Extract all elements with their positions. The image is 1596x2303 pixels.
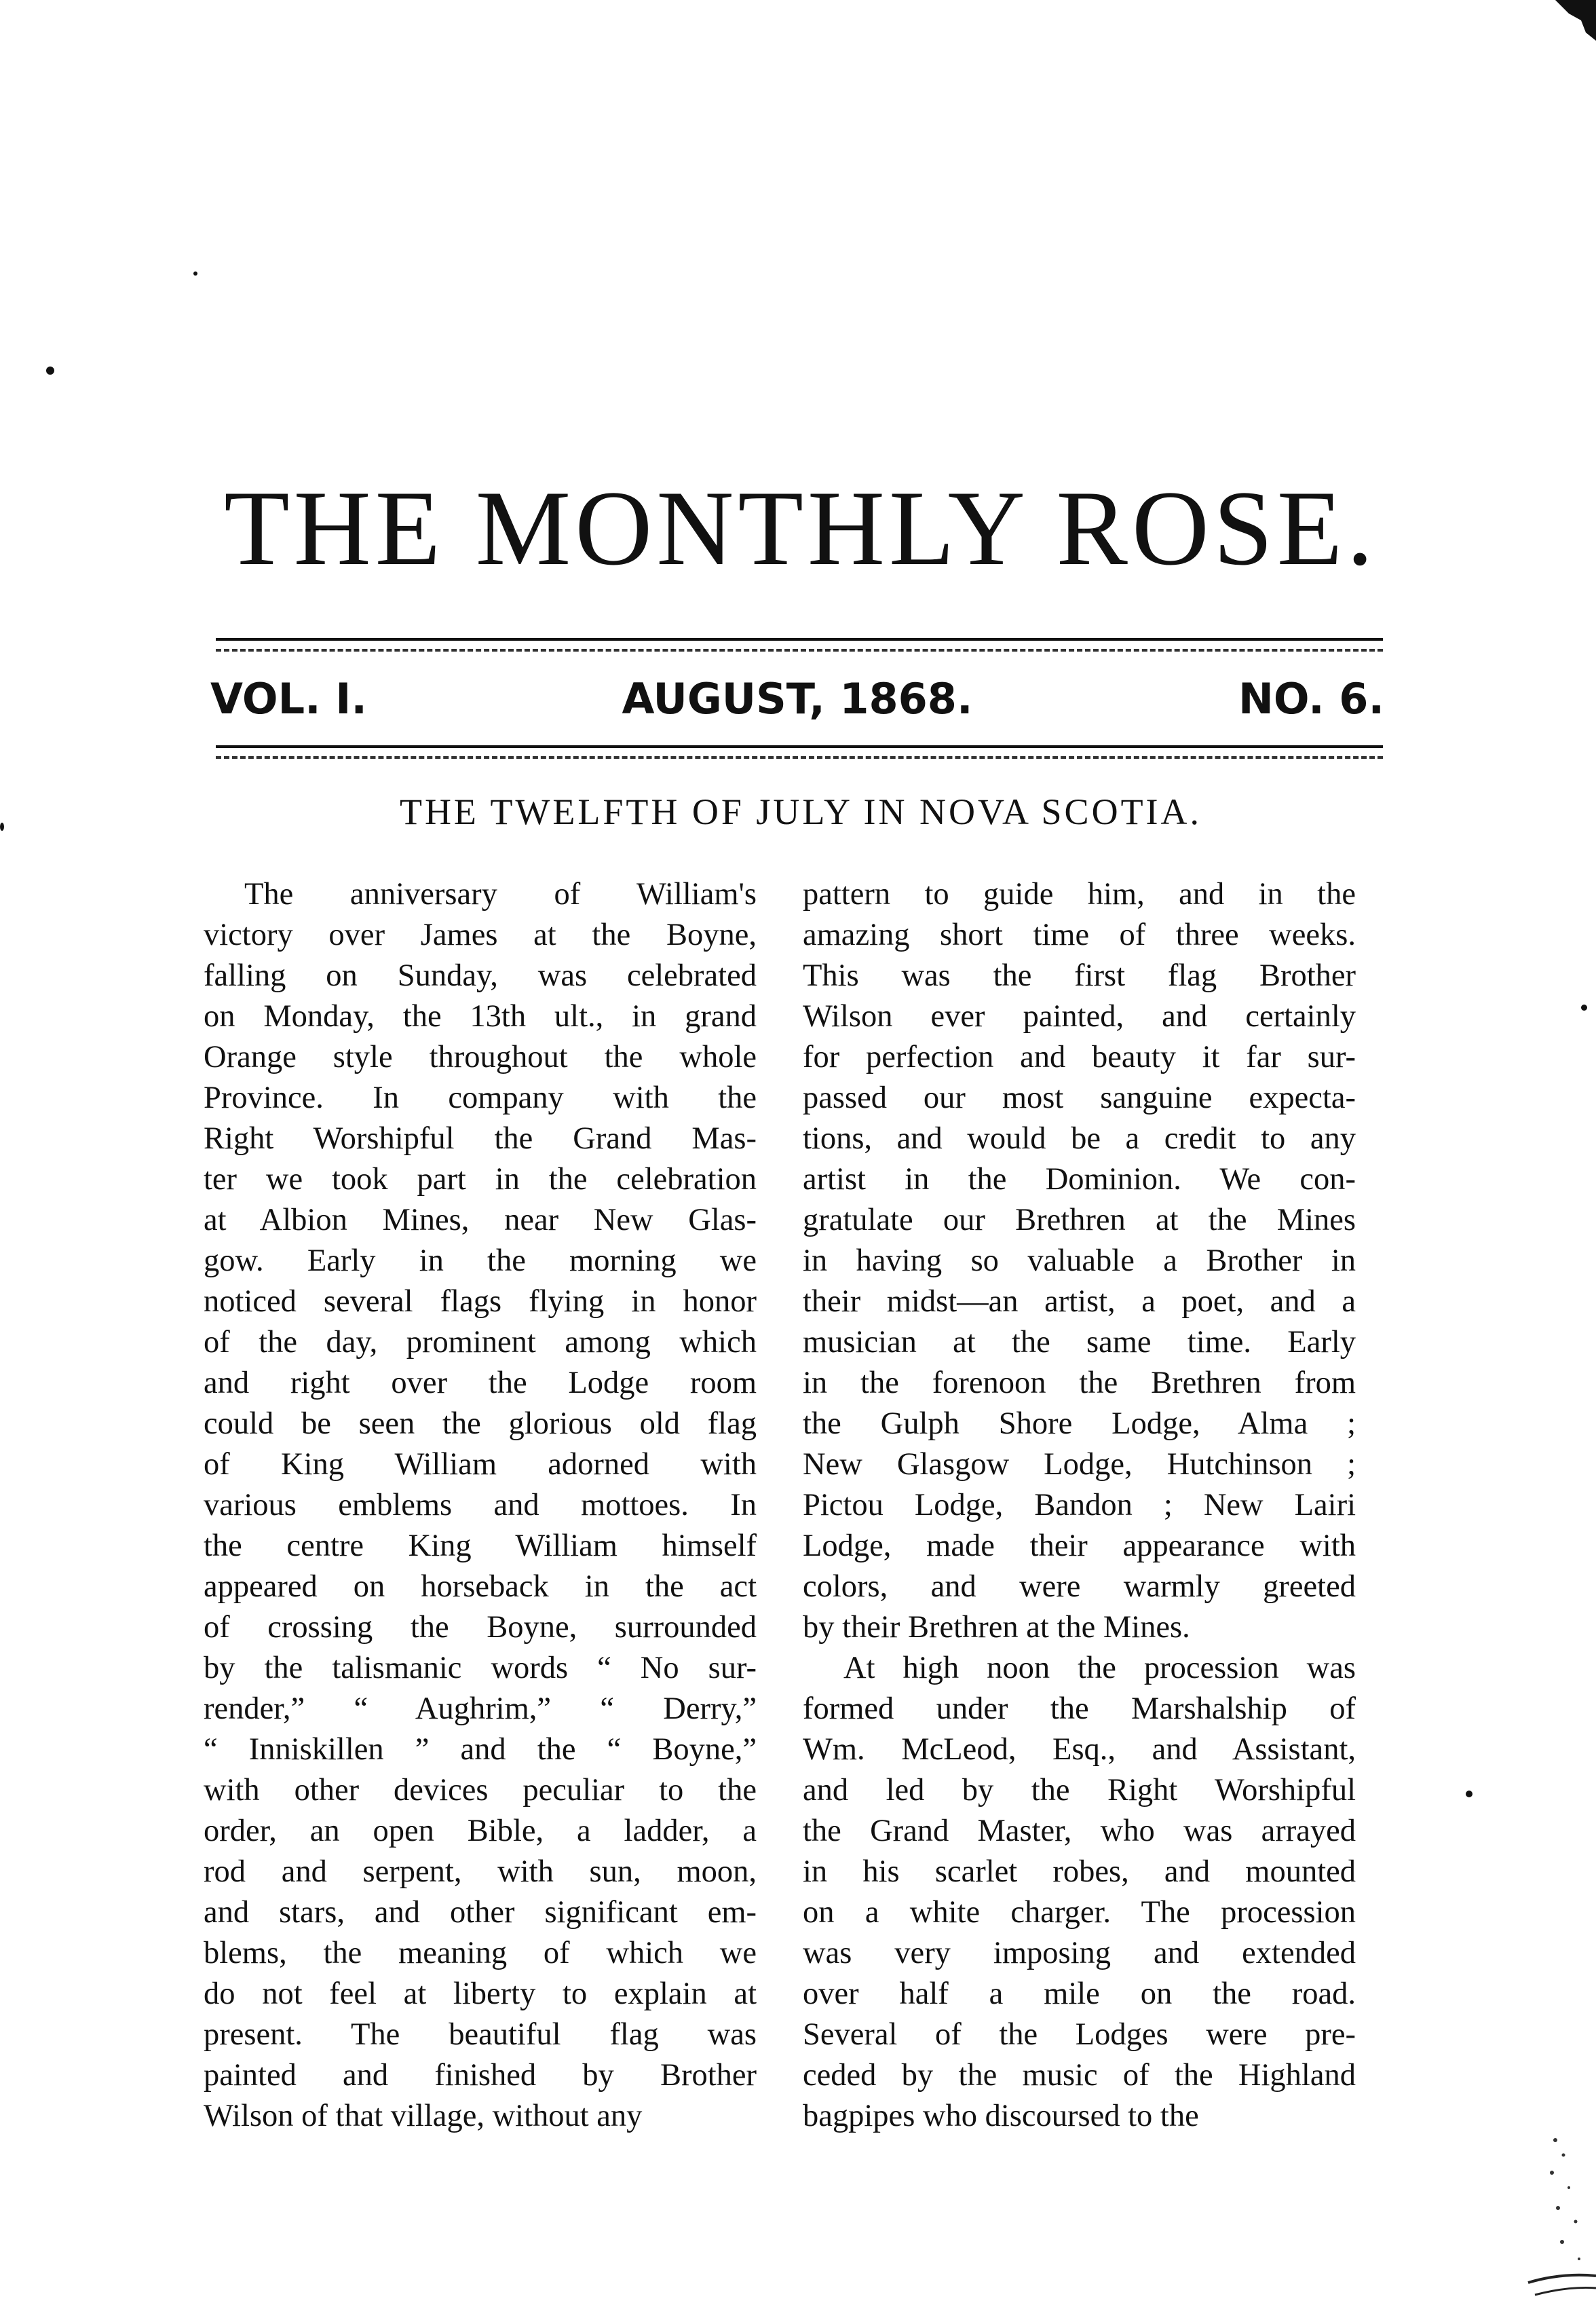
article-text-line: Pictou Lodge, Bandon ; New Lairi — [803, 1488, 1356, 1522]
article-text-line: victory over James at the Boyne, — [204, 918, 757, 952]
article-text-line: the Grand Master, who was arrayed — [803, 1814, 1356, 1848]
article-text-line: and led by the Right Worshipful — [803, 1773, 1356, 1808]
article-text-line: was very imposing and extended — [803, 1936, 1356, 1970]
article-text-line: Right Worshipful the Grand Mas- — [204, 1121, 757, 1156]
article-text-line: Wilson of that village, without any — [204, 2099, 643, 2133]
article-text-line: in having so valuable a Brother in — [803, 1243, 1356, 1278]
masthead-title: THE MONTHLY ROSE. — [224, 469, 1378, 588]
article-text-line: Lodge, made their appearance with — [803, 1529, 1356, 1563]
article-text-line: At high noon the procession was — [843, 1651, 1356, 1685]
article-text-line: pattern to guide him, and in the — [803, 877, 1356, 912]
article-text-line: by their Brethren at the Mines. — [803, 1610, 1190, 1645]
article-column-left — [204, 874, 757, 2137]
article-text-line: of King William adorned with — [204, 1447, 757, 1482]
article-text-line: over half a mile on the road. — [803, 1977, 1356, 2011]
article-text-line: amazing short time of three weeks. — [803, 918, 1356, 952]
article-text-line: on a white charger. The procession — [803, 1895, 1356, 1930]
article-text-line: do not feel at liberty to explain at — [204, 1977, 757, 2011]
article-text-line: the centre King William himself — [204, 1529, 757, 1563]
article-text-line: with other devices peculiar to the — [204, 1773, 757, 1808]
article-text-line: in his scarlet robes, and mounted — [803, 1854, 1356, 1889]
article-text-line: and stars, and other significant em- — [204, 1895, 757, 1930]
issue-line — [210, 669, 1384, 730]
article-column-right — [803, 874, 1356, 2137]
article-text-line: appeared on horseback in the act — [204, 1569, 757, 1604]
article-text-line: ceded by the music of the Highland — [803, 2058, 1356, 2093]
article-text-line: the Gulph Shore Lodge, Alma ; — [803, 1406, 1356, 1441]
article-text-line: by the talismanic words “ No sur- — [204, 1651, 757, 1685]
article-text-line: their midst—an artist, a poet, and a — [803, 1284, 1356, 1319]
article-text-line: blems, the meaning of which we — [204, 1936, 757, 1970]
article-text-line: various emblems and mottoes. In — [204, 1488, 757, 1522]
scan-speck — [1466, 1791, 1472, 1797]
issue-rule-bottom-dashed — [216, 756, 1383, 759]
scan-speck — [193, 272, 197, 276]
article-text-line: artist in the Dominion. We con- — [803, 1162, 1356, 1197]
article-text-line: at Albion Mines, near New Glas- — [204, 1203, 757, 1237]
article-text-line: gow. Early in the morning we — [204, 1243, 757, 1278]
article-title: THE TWELFTH OF JULY IN NOVA SCOTIA. — [399, 791, 1202, 832]
masthead-rule-top-dashed — [216, 649, 1383, 652]
masthead-rule-top — [216, 638, 1383, 641]
article-text-line: Orange style throughout the whole — [204, 1040, 757, 1074]
article-text-line: of crossing the Boyne, surrounded — [204, 1610, 757, 1645]
article-text-line: bagpipes who discoursed to the — [803, 2099, 1199, 2133]
article-text-line: render,” “ Aughrim,” “ Derry,” — [204, 1691, 757, 1726]
article-text-line: for perfection and beauty it far sur- — [803, 1040, 1356, 1074]
scan-speck — [46, 367, 54, 375]
issue-date: AUGUST, 1868. — [622, 674, 973, 724]
article-text-line: ter we took part in the celebration — [204, 1162, 757, 1197]
article-text-line: Province. In company with the — [204, 1081, 757, 1115]
article-text-line: Several of the Lodges were pre- — [803, 2017, 1356, 2052]
article-text-line: musician at the same time. Early — [803, 1325, 1356, 1360]
article-text-line: Wilson ever painted, and certainly — [803, 999, 1356, 1034]
issue-rule-bottom — [216, 745, 1383, 748]
scan-corner-mark — [1548, 0, 1596, 48]
volume-label: VOL. I. — [210, 674, 367, 724]
scan-speck — [0, 823, 4, 831]
article-text-line: could be seen the glorious old flag — [204, 1406, 757, 1441]
article-text-line: gratulate our Brethren at the Mines — [803, 1203, 1356, 1237]
article-text-line: of the day, prominent among which — [204, 1325, 757, 1360]
article-text-line: colors, and were warmly greeted — [803, 1569, 1356, 1604]
article-text-line: falling on Sunday, was celebrated — [204, 958, 757, 993]
article-text-line: in the forenoon the Brethren from — [803, 1366, 1356, 1400]
article-text-line: and right over the Lodge room — [204, 1366, 757, 1400]
article-text-line: order, an open Bible, a ladder, a — [204, 1814, 757, 1848]
article-text-line: The anniversary of William's — [244, 877, 757, 912]
article-text-line: This was the first flag Brother — [803, 958, 1356, 993]
article-text-line: painted and finished by Brother — [204, 2058, 757, 2093]
article-text-line: on Monday, the 13th ult., in grand — [204, 999, 757, 1034]
article-text-line: present. The beautiful flag was — [204, 2017, 757, 2052]
article-text-line: New Glasgow Lodge, Hutchinson ; — [803, 1447, 1356, 1482]
article-text-line: passed our most sanguine expecta- — [803, 1081, 1356, 1115]
issue-number: NO. 6. — [1238, 674, 1384, 724]
scan-edge-mark — [1515, 2113, 1596, 2303]
article-text-line: Wm. McLeod, Esq., and Assistant, — [803, 1732, 1356, 1767]
article-text-line: tions, and would be a credit to any — [803, 1121, 1356, 1156]
article-text-line: formed under the Marshalship of — [803, 1691, 1356, 1726]
article-text-line: “ Inniskillen ” and the “ Boyne,” — [204, 1732, 757, 1767]
article-text-line: rod and serpent, with sun, moon, — [204, 1854, 757, 1889]
scan-speck — [1581, 1005, 1587, 1011]
article-text-line: noticed several flags flying in honor — [204, 1284, 757, 1319]
